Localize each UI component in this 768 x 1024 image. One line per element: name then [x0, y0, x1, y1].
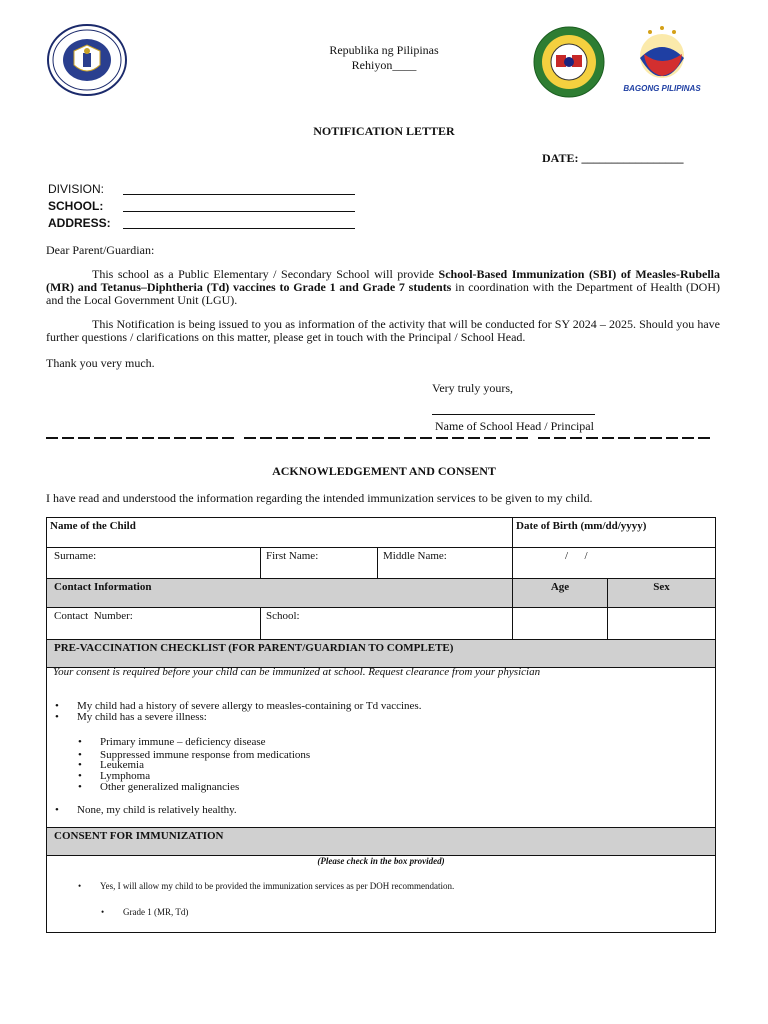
grade-1-item[interactable]: • Grade 1 (MR, Td): [123, 907, 188, 917]
paragraph-2: This Notification is being issued to you as information of the activity that will be conducted for SY 2024 – 2025. Should you have further questions / clarifications on this matter, please get in touch with the Principal / School Head.: [46, 317, 720, 344]
division-label: DIVISION:: [48, 182, 105, 196]
bagong-pilipinas-logo: [620, 24, 704, 98]
first-name-label: First Name:: [266, 550, 319, 562]
deped-seal: [46, 23, 128, 97]
contact-number-label: Contact Number:: [54, 610, 133, 622]
region-text: Rehiyon____: [351, 58, 417, 72]
checklist-item-allergy[interactable]: • My child had a history of severe allergy to measles-containing or Td vaccines.: [77, 700, 421, 712]
sub-item-suppressed[interactable]: • Suppressed immune response from medications: [100, 749, 310, 761]
contact-info-label: Contact Information: [54, 581, 152, 593]
middle-name-label: Middle Name:: [383, 550, 447, 562]
sub-item-lymphoma[interactable]: • Lymphoma: [100, 770, 150, 782]
signature-line[interactable]: [432, 414, 595, 415]
consent-intro: I have read and understood the information regarding the intended immunization services to be given to my child.: [46, 491, 593, 505]
dob-header: [512, 517, 716, 548]
contact-info-header: [46, 578, 513, 608]
name-of-child-header: [46, 517, 513, 548]
address-field[interactable]: [123, 228, 355, 229]
address-label: ADDRESS:: [48, 216, 111, 230]
age-header: [512, 578, 608, 608]
letter-title: NOTIFICATION LETTER: [313, 124, 455, 138]
middle-name-field[interactable]: [377, 547, 513, 579]
school-field[interactable]: [123, 211, 355, 212]
check-note: (Please check in the box provided): [317, 856, 445, 866]
name-of-child-label: Name of the Child: [50, 520, 136, 532]
age-field[interactable]: [512, 607, 608, 640]
cut-line: [46, 437, 710, 440]
paragraph-1-bold: School-Based Immunization (SBI) of Measles-Rubella (MR) and Tetanus–Diphtheria (Td) vaccines to Grade 1 and Grade 7 students: [46, 267, 721, 294]
doh-seal: [532, 26, 606, 98]
school-table-label: School:: [266, 610, 300, 622]
bagong-pilipinas-text: BAGONG PILIPINAS: [623, 84, 701, 93]
contact-number-field[interactable]: [46, 607, 261, 640]
closing-text: Very truly yours,: [432, 381, 513, 395]
dob-field[interactable]: [512, 547, 716, 579]
checklist-note: Your consent is required before your child can be immunized at school. Request clearance from your physician: [53, 666, 541, 678]
date-field[interactable]: DATE: _________________: [542, 151, 684, 165]
paragraph-1-end: in coordination with the Department of Health (DOH) and the Local Government Unit (LGU).: [46, 280, 721, 307]
school-field-table[interactable]: [260, 607, 513, 640]
thanks-text: Thank you very much.: [46, 356, 155, 370]
first-name-field[interactable]: [260, 547, 378, 579]
sex-header: [607, 578, 716, 608]
checklist-item-healthy[interactable]: • None, my child is relatively healthy.: [77, 804, 237, 816]
sub-item-malignancies[interactable]: • Other generalized malignancies: [100, 781, 239, 793]
salutation: Dear Parent/Guardian:: [46, 243, 155, 257]
age-label: Age: [550, 581, 570, 593]
dob-label: Date of Birth (mm/dd/yyyy): [516, 520, 647, 532]
paragraph-1-start: This school as a Public Elementary / Secondary School will provide: [92, 267, 439, 281]
sex-field[interactable]: [607, 607, 716, 640]
checklist-item-illness[interactable]: • My child has a severe illness:: [77, 711, 207, 723]
sub-item-leukemia[interactable]: • Leukemia: [100, 759, 144, 771]
paragraph-1: [46, 268, 720, 307]
checklist-header: [46, 639, 716, 668]
checklist-title: PRE-VACCINATION CHECKLIST (FOR PARENT/GUARDIAN TO COMPLETE): [54, 642, 454, 654]
division-field[interactable]: [123, 194, 355, 195]
school-label: SCHOOL:: [48, 199, 104, 213]
dob-slashes: / /: [565, 550, 588, 562]
republic-text: Republika ng Pilipinas: [329, 43, 439, 57]
consent-title: ACKNOWLEDGEMENT AND CONSENT: [272, 464, 496, 478]
consent-immunization-header: [46, 827, 716, 856]
sub-item-immune[interactable]: • Primary immune – deficiency disease: [100, 736, 266, 748]
signatory-name: Name of School Head / Principal: [435, 419, 594, 433]
sex-label: Sex: [653, 581, 670, 593]
consent-yes-item[interactable]: • Yes, I will allow my child to be provided the immunization services as per DOH recommendation.: [100, 881, 454, 891]
consent-immunization-title: CONSENT FOR IMMUNIZATION: [54, 830, 224, 842]
surname-field[interactable]: [46, 547, 261, 579]
surname-label: Surname:: [54, 550, 97, 562]
